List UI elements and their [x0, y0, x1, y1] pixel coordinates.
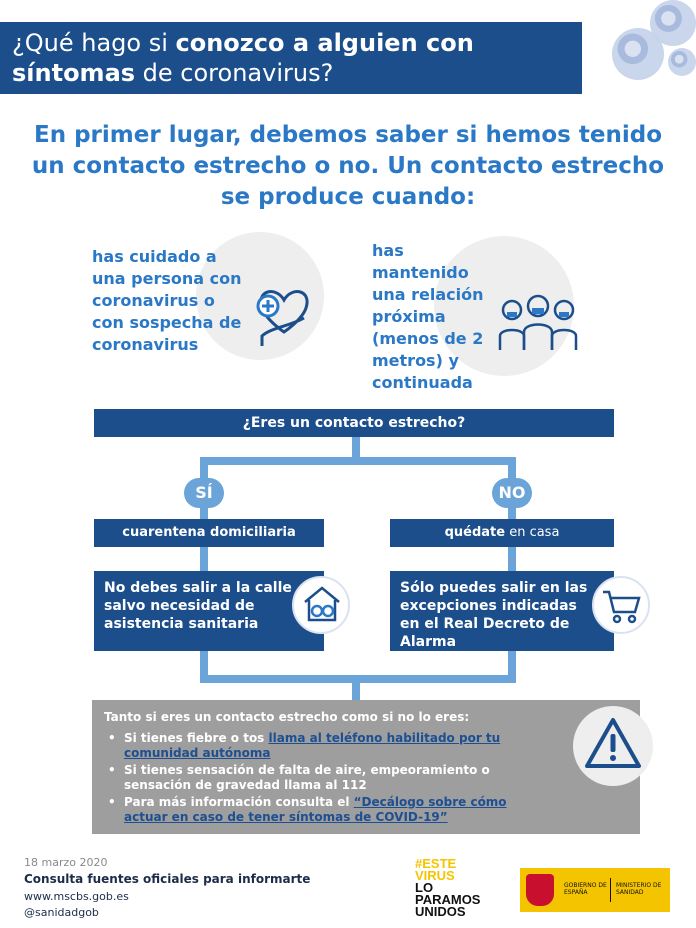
shield-icon — [526, 874, 554, 906]
decalogo-link[interactable]: “Decálogo sobre cómo actuar en caso de tener síntomas de COVID-19” — [124, 795, 507, 824]
campaign-line: LO — [415, 880, 434, 895]
question-bar: ¿Eres un contacto estrecho? — [94, 409, 614, 437]
flow-connector — [200, 547, 208, 571]
heart-hand-icon — [254, 280, 316, 350]
condition-line: has — [372, 241, 404, 260]
condition-line: una relación — [372, 285, 484, 304]
notice-item — [104, 763, 544, 793]
government-logo — [520, 868, 670, 912]
flow-connector — [352, 675, 360, 700]
phone-link[interactable]: llama al teléfono habilitado por tu comunidad autónoma — [124, 731, 501, 760]
condition-line: (menos de 2 — [372, 329, 484, 348]
footer-handle[interactable]: @sanidadgob — [24, 906, 99, 919]
footer-website[interactable]: www.mscbs.gob.es — [24, 890, 129, 903]
notice-text: Para más información consulta el — [124, 795, 354, 809]
house-icon — [301, 584, 343, 624]
title-part: conozco a alguien con — [175, 29, 474, 57]
condition-line: metros) y — [372, 351, 459, 370]
notice-box — [92, 700, 640, 834]
flow-connector — [508, 547, 516, 571]
no-badge: NO — [492, 478, 532, 508]
notice-item — [104, 795, 544, 825]
condition-line: con sospecha de — [92, 313, 242, 332]
yes-text-box — [94, 571, 324, 651]
warning-icon — [584, 716, 642, 770]
condition-line: próxima — [372, 307, 446, 326]
page-title — [0, 22, 582, 94]
campaign-line: VIRUS — [415, 868, 455, 883]
no-title-rest: en casa — [505, 525, 560, 540]
campaign-line: PARAMOS — [415, 892, 481, 907]
condition-line: coronavirus o — [92, 291, 215, 310]
people-masks-icon — [496, 292, 580, 354]
right-condition-text — [372, 240, 512, 394]
no-text-line: en el Real Decreto de — [400, 616, 570, 632]
campaign-logo — [415, 858, 515, 918]
condition-line: coronavirus — [92, 335, 199, 354]
no-text-box — [390, 571, 614, 651]
condition-line: continuada — [372, 373, 473, 392]
condition-line: una persona con — [92, 269, 242, 288]
yes-text-line: salvo necesidad de — [104, 598, 255, 614]
intro-text: En primer lugar, debemos saber si hemos tenido un contacto estrecho o no. Un contacto estrecho se produce cuando: — [31, 122, 665, 210]
title-part: síntomas — [12, 59, 136, 87]
yes-text-line: asistencia sanitaria — [104, 616, 259, 632]
title-part: ¿Qué hago si — [12, 29, 176, 57]
no-text-line: Alarma — [400, 634, 457, 650]
yes-title: cuarentena domiciliaria — [94, 519, 324, 547]
footer-date: 18 marzo 2020 — [24, 856, 108, 869]
notice-text: Si tienes fiebre o tos — [124, 731, 269, 745]
left-condition-text — [92, 246, 272, 356]
campaign-line: #ESTE — [415, 856, 457, 871]
virus-icon — [650, 0, 696, 46]
flow-connector — [200, 457, 516, 465]
title-part: de coronavirus? — [135, 59, 334, 87]
no-text-line: excepciones indicadas — [400, 598, 577, 614]
yes-text-line: No debes salir a la calle — [104, 580, 292, 596]
no-title-bold: quédate — [444, 525, 506, 540]
no-text-line: Sólo puedes salir en las — [400, 580, 588, 596]
no-title — [390, 519, 614, 547]
condition-line: has cuidado a — [92, 247, 217, 266]
government-text: GOBIERNO DE ESPAÑA — [564, 882, 607, 896]
notice-heading: Tanto si eres un contacto estrecho como si no lo eres: — [104, 710, 470, 724]
condition-line: mantenido — [372, 263, 469, 282]
footer-message: Consulta fuentes oficiales para informarte — [24, 872, 311, 886]
notice-item — [104, 731, 544, 761]
virus-icon — [668, 48, 696, 76]
campaign-line: UNIDOS — [415, 904, 466, 919]
ministry-text: MINISTERIO DE SANIDAD — [616, 882, 662, 896]
cart-icon — [601, 588, 643, 624]
notice-text: Si tienes sensación de falta de aire, empeoramiento o sensación de gravedad llama al 112 — [124, 763, 490, 792]
logo-divider — [610, 878, 611, 902]
yes-badge: SÍ — [184, 478, 224, 508]
